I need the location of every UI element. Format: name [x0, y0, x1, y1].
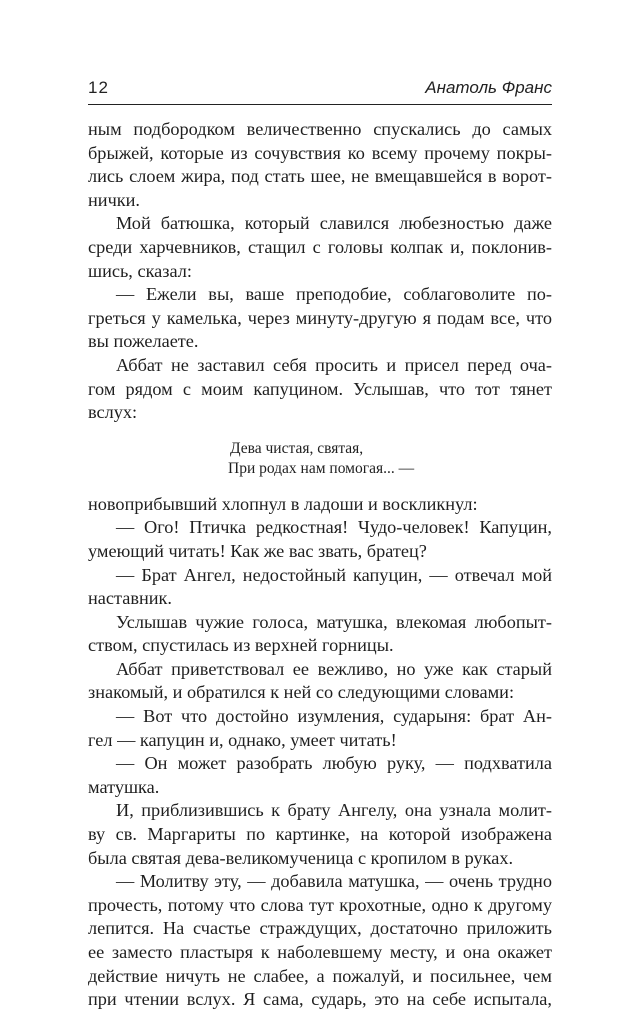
paragraphs-before-verse [88, 118, 552, 425]
text-line: — Вот что достойно изумления, сударыня: брат Ан- [116, 706, 552, 727]
verse-line: Дева чистая, святая, [230, 439, 364, 457]
text-line: ным подбородком величественно спускались до самых [88, 119, 552, 139]
page-number: 12 [88, 78, 109, 97]
text-line: при чтении вслух. Я сама, сударь, это на себе испытала, [88, 989, 552, 1010]
body-text [88, 118, 552, 1012]
text-line: вы пожелаете. [88, 331, 199, 352]
text-line: умеющий читать! Как же вас звать, братец? [88, 540, 427, 561]
text-line: матушка. [88, 776, 160, 797]
text-line: — Ежели вы, ваше преподобие, соблаговолите по- [116, 284, 552, 305]
text-line: — Брат Ангел, недостойный капуцин, — отвечал мой [116, 564, 552, 585]
text-line: знакомый, и обратился к ней со следующими словами: [88, 682, 515, 703]
text-line: действие ничуть не слабее, а пожалуй, и посильнее, чем [88, 965, 552, 986]
verse-line: При родах нам помогая... — [228, 459, 415, 477]
text-line: лись слоем жира, под стать шее, не вмещавшейся в ворот- [88, 166, 552, 187]
text-line: брыжей, которые из сочувствия ко всему прочему покры- [88, 142, 552, 163]
text-line: новоприбывший хлопнул в ладоши и воскликнул: [88, 493, 478, 514]
running-header [88, 78, 552, 105]
text-line: вслух: [88, 402, 138, 423]
text-line: И, приблизившись к брату Ангелу, она узнала молит- [116, 800, 552, 821]
text-line: — Он может разобрать любую руку, — подхватила [116, 753, 552, 774]
text-line: была святая дева-великомученица с кропилом в руках. [88, 847, 514, 868]
text-line: лепится. На счастье страждущих, достаточно приложить [88, 918, 552, 939]
text-line: греться у камелька, через минуту-другую я подам все, что [88, 307, 552, 328]
text-line: — Ого! Птичка редкостная! Чудо-человек! Капуцин, [116, 517, 552, 538]
text-line: Услышав чужие голоса, матушка, влекомая любопыт- [116, 611, 552, 632]
text-line: Аббат приветствовал ее вежливо, но уже как старый [116, 658, 552, 679]
verse-quote [228, 439, 552, 479]
text-line: Аббат не заставил себя просить и присел перед оча- [116, 354, 552, 375]
text-line: — Молитву эту, — добавила матушка, — очень трудно [116, 871, 552, 892]
running-title: Анатоль Франс [425, 78, 552, 97]
text-line: прочесть, потому что слова тут крохотные, одно к другому [88, 894, 552, 915]
text-line: гом рядом с моим капуцином. Услышав, что тот тянет [88, 378, 552, 399]
text-line: наставник. [88, 588, 172, 609]
text-line: ву св. Маргариты по картинке, на которой изображена [88, 824, 552, 845]
text-line: ством, спустилась из верхней горницы. [88, 635, 394, 656]
text-line: шись, сказал: [88, 260, 192, 281]
text-line: гел — капуцин и, однако, умеет читать! [88, 729, 397, 750]
text-line: нички. [88, 189, 140, 210]
paragraphs-after-verse [88, 493, 552, 1012]
text-line: Мой батюшка, который славился любезностью даже [116, 213, 552, 234]
text-line: среди харчевников, стащил с головы колпак и, поклонив- [88, 236, 552, 257]
text-line: ее заместо пластыря к наболевшему месту, и она окажет [88, 942, 552, 962]
